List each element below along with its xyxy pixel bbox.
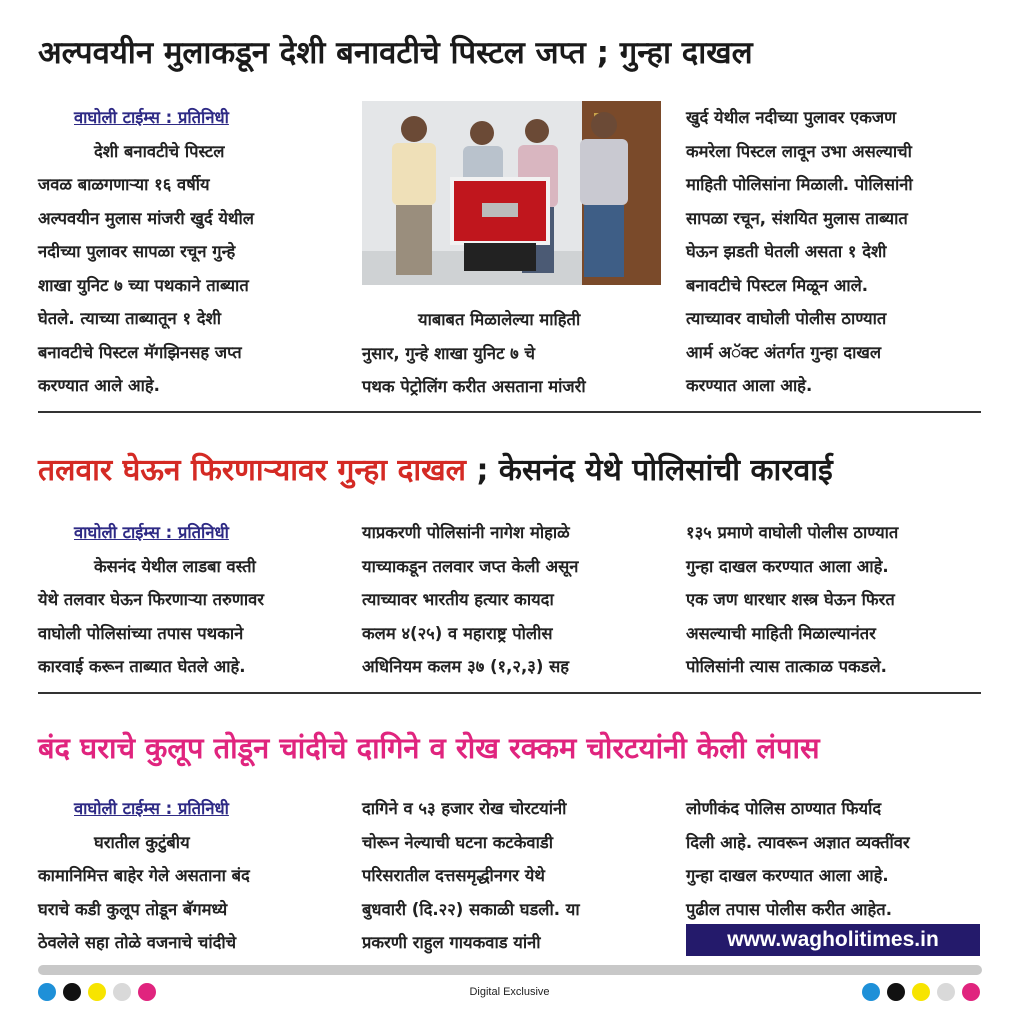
text-line: खुर्द येथील नदीच्या पुलावर एकजण bbox=[686, 108, 897, 127]
text-line: करण्यात आला आहे. bbox=[686, 376, 813, 395]
text-line: वाघोली पोलिसांच्या तपास पथकाने bbox=[38, 623, 244, 643]
story1-police-photo bbox=[362, 101, 661, 285]
text-line: माहिती पोलिसांना मिळाली. पोलिसांनी bbox=[686, 175, 913, 194]
story3-byline: वाघोली टाईम्स : प्रतिनिधी bbox=[74, 799, 229, 818]
text-line: याबाबत मिळालेल्या माहिती bbox=[418, 310, 581, 329]
story2-byline: वाघोली टाईम्स : प्रतिनिधी bbox=[74, 523, 229, 542]
footer-bar bbox=[38, 965, 982, 975]
text-line: दागिने व ५३ हजार रोख चोरटयांनी bbox=[362, 799, 567, 818]
section-divider-2 bbox=[38, 692, 981, 694]
text-line: केसनंद येथील लाडबा वस्ती bbox=[94, 556, 256, 576]
text-line: बुधवारी (दि.२२) सकाळी घडली. या bbox=[362, 899, 580, 919]
story2-headline bbox=[38, 452, 981, 490]
text-line: घरातील कुटुंबीय bbox=[94, 832, 190, 852]
text-line: घेऊन झडती घेतली असता १ देशी bbox=[686, 242, 887, 261]
text-line: करण्यात आले आहे. bbox=[38, 376, 160, 395]
text-line: दिली आहे. त्यावरून अज्ञात व्यक्तींवर bbox=[686, 832, 910, 852]
text-line: एक जण धारधार शस्त्र घेऊन फिरत bbox=[686, 590, 895, 609]
text-line: चोरून नेल्याची घटना कटकेवाडी bbox=[362, 832, 553, 852]
text-line: घराचे कडी कुलूप तोडून बॅगमध्ये bbox=[38, 899, 228, 919]
story3-column-3 bbox=[686, 792, 980, 926]
text-line: कलम ४(२५) व महाराष्ट्र पोलीस bbox=[362, 623, 553, 643]
text-line: बनावटीचे पिस्टल मॅगझिनसह जप्त bbox=[38, 342, 242, 362]
text-line: असल्याची माहिती मिळाल्यानंतर bbox=[686, 623, 876, 643]
registration-dot bbox=[912, 983, 930, 1001]
story1-col2-body bbox=[362, 303, 659, 404]
story2-col3-body bbox=[686, 516, 980, 684]
footer-label: Digital Exclusive bbox=[469, 986, 550, 998]
text-line: त्याच्यावर वाघोली पोलीस ठाण्यात bbox=[686, 309, 887, 328]
text-line: आर्म अॅक्ट अंतर्गत गुन्हा दाखल bbox=[686, 342, 882, 362]
police-team-photo bbox=[362, 101, 661, 285]
story1-column-2 bbox=[362, 303, 659, 404]
text-line: अधिनियम कलम ३७ (१,२,३) सह bbox=[362, 657, 570, 676]
text-line: देशी बनावटीचे पिस्टल bbox=[94, 141, 225, 161]
text-line: गुन्हा दाखल करण्यात आला आहे. bbox=[686, 866, 889, 885]
text-line: परिसरातील दत्तसमृद्धीनगर येथे bbox=[362, 866, 545, 885]
registration-dot bbox=[962, 983, 980, 1001]
text-line: नुसार, गुन्हे शाखा युनिट ७ चे bbox=[362, 343, 535, 363]
text-line: पोलिसांनी त्यास तात्काळ पकडले. bbox=[686, 657, 887, 676]
story2-column-3 bbox=[686, 516, 980, 684]
text-line: याच्याकडून तलवार जप्त केली असून bbox=[362, 556, 579, 576]
text-line: लोणीकंद पोलिस ठाण्यात फिर्याद bbox=[686, 799, 882, 818]
story1-col1-body bbox=[38, 135, 335, 403]
registration-dot bbox=[862, 983, 880, 1001]
registration-dot bbox=[937, 983, 955, 1001]
text-line: पथक पेट्रोलिंग करीत असताना मांजरी bbox=[362, 377, 586, 396]
story1-column-3 bbox=[686, 101, 980, 403]
text-line: याप्रकरणी पोलिसांनी नागेश मोहाळे bbox=[362, 523, 570, 542]
section-divider-1 bbox=[38, 411, 981, 413]
story1-byline: वाघोली टाईम्स : प्रतिनिधी bbox=[74, 108, 229, 127]
story3-col1-body bbox=[38, 826, 335, 960]
text-line: कामानिमित्त बाहेर गेले असताना बंद bbox=[38, 866, 250, 885]
story2-column-2 bbox=[362, 516, 659, 684]
cmyk-dots-right bbox=[862, 983, 980, 1001]
text-line: घेतले. त्याच्या ताब्यातून १ देशी bbox=[38, 309, 222, 328]
text-line: गुन्हा दाखल करण्यात आला आहे. bbox=[686, 556, 889, 576]
story2-col1-body bbox=[38, 550, 335, 684]
text-line: येथे तलवार घेऊन फिरणाऱ्या तरुणावर bbox=[38, 590, 265, 609]
text-line: प्रकरणी राहुल गायकवाड यांनी bbox=[362, 933, 541, 952]
text-line: कारवाई करून ताब्यात घेतले आहे. bbox=[38, 657, 246, 676]
story1-headline: अल्पवयीन मुलाकडून देशी बनावटीचे पिस्टल जप्त ; गुन्हा दाखल bbox=[38, 35, 753, 71]
story2-headline-black: ; केसनंद येथे पोलिसांची कारवाई bbox=[466, 453, 833, 488]
story2-col2-body bbox=[362, 516, 659, 684]
story3-col2-body bbox=[362, 792, 659, 960]
story2-column-1 bbox=[38, 516, 335, 684]
text-line: नदीच्या पुलावर सापळा रचून गुन्हे bbox=[38, 242, 236, 261]
text-line: कमरेला पिस्टल लावून उभा असल्याची bbox=[686, 141, 912, 161]
text-line: १३५ प्रमाणे वाघोली पोलीस ठाण्यात bbox=[686, 523, 899, 542]
story3-column-1 bbox=[38, 792, 335, 960]
text-line: बनावटीचे पिस्टल मिळून आले. bbox=[686, 275, 869, 295]
text-line: शाखा युनिट ७ च्या पथकाने ताब्यात bbox=[38, 275, 249, 295]
story1-column-1 bbox=[38, 101, 335, 403]
story3-column-2 bbox=[362, 792, 659, 960]
text-line: ठेवलेले सहा तोळे वजनाचे चांदीचे bbox=[38, 933, 237, 952]
story3-headline: बंद घराचे कुलूप तोडून चांदीचे दागिने व रोख रक्कम चोरटयांनी केली लंपास bbox=[38, 731, 820, 765]
text-line: सापळा रचून, संशयित मुलास ताब्यात bbox=[686, 208, 908, 228]
text-line: त्याच्यावर भारतीय हत्यार कायदा bbox=[362, 590, 554, 609]
text-line: पुढील तपास पोलीस करीत आहेत. bbox=[686, 899, 892, 919]
text-line: अल्पवयीन मुलास मांजरी खुर्द येथील bbox=[38, 208, 254, 228]
website-url-link[interactable]: www.wagholitimes.in bbox=[686, 924, 980, 956]
story3-col3-body bbox=[686, 792, 980, 926]
story1-col3-body bbox=[686, 101, 980, 403]
story2-headline-red: तलवार घेऊन फिरणाऱ्यावर गुन्हा दाखल bbox=[38, 453, 467, 488]
registration-dot bbox=[887, 983, 905, 1001]
text-line: जवळ बाळगणाऱ्या १६ वर्षीय bbox=[38, 175, 210, 194]
